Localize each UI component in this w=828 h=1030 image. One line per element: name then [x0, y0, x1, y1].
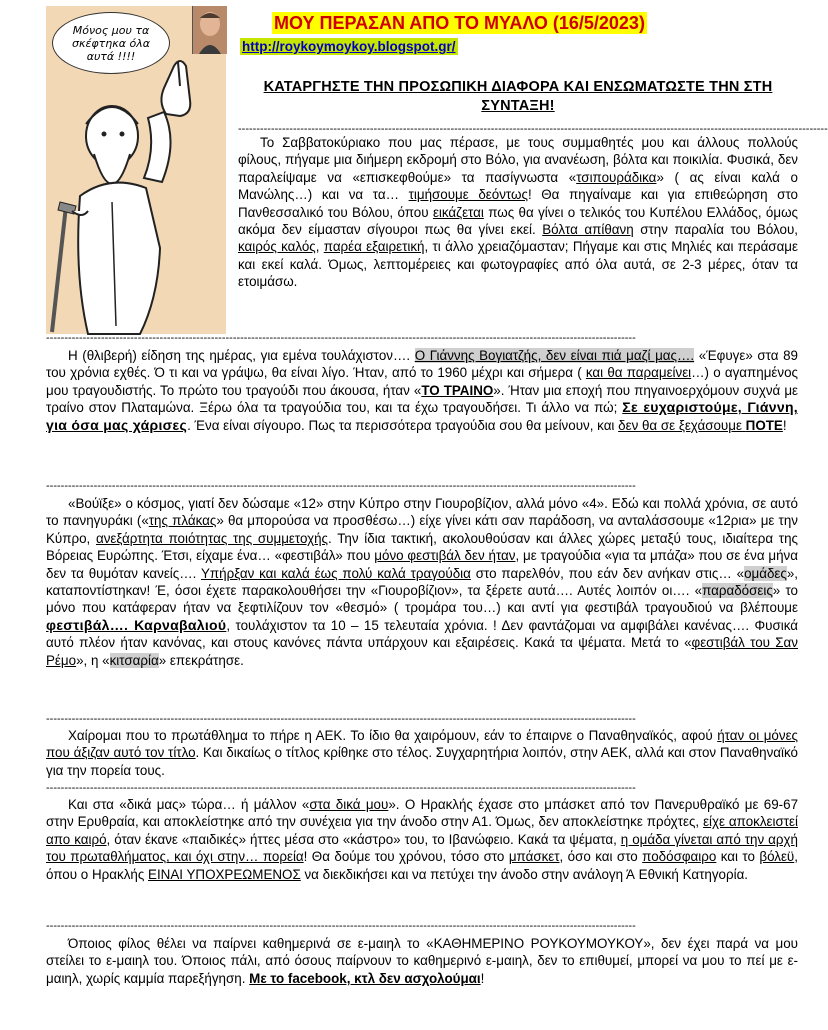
separator-line: -----------------------------------------------------------------------------------------------------------------------------------------------------------------	[46, 332, 636, 344]
paragraph-aek: Χαίρομαι που το πρωτάθλημα το πήρε η ΑΕΚ. Το ίδιο θα χαιρόμουν, εάν το έπαιρνε ο Παναθηναϊκός, αφού ήταν οι μόνες που άξιζαν αυτό τον τίτλο. Και δικαίως ο τίτλος κρίθηκε στο τέλος. Συγχαρητήρια λοιπόν, στην ΑΕΚ, αλλά και στον Παναθηναϊκό για την πορεία τους.	[46, 728, 798, 778]
speech-bubble: Μόνος μου τα σκέφτηκα όλα αυτά !!!!	[52, 12, 170, 74]
author-portrait-icon	[193, 6, 227, 54]
separator-line: -----------------------------------------------------------------------------------------------------------------------------------------------------------------	[238, 123, 828, 135]
paragraph-vogiatzis: Η (θλιβερή) είδηση της ημέρας, για εμένα τουλάχιστον…. Ο Γιάννης Βογιατζής, δεν είναι πιά μαζί μας…. «Έφυγε» στα 89 του χρόνια εχθές. Ό τι και να γράψω, θα είναι λίγο. Ήταν, από το 1960 μέχρι και σήμερα ( και θα παραμείνει…) ο αγαπημένος μου τραγουδιστής. Το πρώτο του τραγούδι που άκουσα, ήταν «ΤΟ ΤΡΑΙΝΟ». Ήταν μια εποχή που πηγαινοερχόμουν συχνά με τραίνο στον Πλαταμώνα. Ξέρω όλα τα τραγούδια του, και τα έχω τραγουδήσει. Τι άλλο να πώ; Σε ευχαριστούμε, Γιάννη, για όσα μας χάρισες. Ένα είναι σίγουρο. Πως τα περισσότερα τραγούδια σου θα μείνουν, και δεν θα σε ξεχάσουμε ΠΟΤΕ!	[46, 348, 799, 433]
separator-line: -----------------------------------------------------------------------------------------------------------------------------------------------------------------	[46, 782, 636, 794]
separator-line: -----------------------------------------------------------------------------------------------------------------------------------------------------------------	[46, 920, 636, 932]
paragraph-eurovision: «Βούϊξε» ο κόσμος, γιατί δεν δώσαμε «12» στην Κύπρο στην Γιουροβίζιον, αλλά μόνο «4». Εδώ και πολλά χρόνια, σε αυτό το πανηγυράκι («της πλάκας» θα μπορούσα να προσθέσω…) είχε γίνει κάτι σαν παράδοση, να ανταλάσσουμε «12ρια» με την Κύπρο, ανεξάρτητα ποιότητας της συμμετοχής. Την ίδια τακτική, ακολουθούσαν και άλλες χώρες μεταξύ τους, ιδιαίτερα της Βόρειας Ευρώπης. Έτσι, είχαμε ένα… «φεστιβάλ» που μόνο φεστιβάλ δεν ήταν, με τραγούδια «για τα μπάζα» που σε ένα μήνα δεν τα θυμόταν κανείς…. Υπήρξαν και καλά έως πολύ καλά τραγούδια στο παρελθόν, που εάν δεν ανήκαν στις… «ομάδες», καταποντίστηκαν! Έ, όσοι έχετε παρακολουθήσει την «Γιουροβίζιον», τα ξέρετε αυτά…. Αυτές λοιπόν οι…. «παραδόσεις» το μόνο που κατάφεραν ήταν να ξεφτιλίζουν τον «θεσμό» ( τρομάρα του…) και αντί για φεστιβάλ τραγουδιού να βλέπουμε φεστιβάλ…. Καρναβαλιού, τουλάχιστον τα 10 – 15 τελευταία χρόνια. ! Δεν φαντάζομαι να αμφιβάλει κανένας…. Φυσικά αυτό πλέον ήταν κανόνας, και στους κανόνες πάντα υπάρχουν και εξαιρέσεις. Κακά τα ψέματα. Μετά το «φεστιβάλ του Σαν Ρέμο», η «κιτσαρία» επεκράτησε.	[46, 496, 799, 668]
separator-line: -----------------------------------------------------------------------------------------------------------------------------------------------------------------	[46, 480, 636, 492]
separator-line: -----------------------------------------------------------------------------------------------------------------------------------------------------------------	[46, 713, 636, 725]
article-headline: ΚΑΤΑΡΓΗΣΤΕ ΤΗΝ ΠΡΟΣΩΠΙΚΗ ΔΙΑΦΟΡΑ ΚΑΙ ΕΝΣΩΜΑΤΩΣΤΕ ΤΗΝ ΣΤΗ ΣΥΝΤΑΞΗ!	[263, 79, 773, 114]
blog-link[interactable]: http://roykoymoykoy.blogspot.gr/	[242, 39, 456, 54]
paragraph-volos-trip: Το Σαββατοκύριακο που μας πέρασε, με τους συμμαθητές μου και άλλους πολλούς φίλους, πήγαμε μια διήμερη εκδρομή στο Βόλο, για ανανέωση, βόλτα και ποικιλία. Φυσικά, δεν παραλείψαμε να «επισκεφθούμε» τα πασίγνωστα «τσιπουράδικα» ( ας είναι καλά ο Μανώλης…) και να τα… τιμήσουμε δεόντως! Θα πηγαίναμε και για επιθεώρηση στο Πανθεσσαλικό του Βόλου, όπου εικάζεται πως θα γίνει ο τελικός του Κυπέλου Ελλάδος, όμως ακόμα δεν είμασταν σίγουροι πως θα γίνει εκεί. Βόλτα απίθανη στην παραλία του Βόλου, καιρός καλός, παρέα εξαιρετική, τι άλλο χρειαζόμασταν; Πήγαμε και στις Μηλιές και περάσαμε και εκεί καλά. Όμως, λεπτομέρειες και φωτογραφίες από όλα αυτά, σε 2-3 μέρες, όταν τα ετοιμάσω.	[238, 135, 798, 290]
author-photo	[192, 6, 227, 54]
paragraph-iraklis: Και στα «δικά μας» τώρα… ή μάλλον «στα δικά μου». Ο Ηρακλής έχασε στο μπάσκετ από τον Πανερυθραϊκό με 69-67 στην Ερυθραία, και αποκλείστηκε από την συνέχεια για την άνοδο στην Α1. Όμως, δεν αποκλείστηκε πρόχτες, είχε αποκλειστεί απο καιρό, όταν έκανε «παιδικές» ήττες μέσα στο «κάστρο» του, το Ιβανώφειο. Κακά τα ψέματα, η ομάδα γίνεται από την αρχή του πρωταθλήματος, και όχι στην… πορεία! Θα δούμε του χρόνου, τόσο στο μπάσκετ, όσο και στο ποδόσφαιρο και το βόλεϋ, όπου ο Ηρακλής ΕΙΝΑΙ ΥΠΟΧΡΕΩΜΕΝΟΣ να διεκδικήσει και να πετύχει την άνοδο στην ανάλογη Ά Εθνική Κατηγορία.	[46, 797, 799, 882]
page-title: ΜΟΥ ΠΕΡΑΣΑΝ ΑΠΟ ΤΟ ΜΥΑΛΟ (16/5/2023)	[274, 13, 645, 33]
cartoon-illustration	[46, 6, 226, 334]
paragraph-newsletter: Όποιος φίλος θέλει να παίρνει καθημερινά σε ε-μαιηλ το «ΚΑΘΗΜΕΡΙΝΟ ΡΟΥΚΟΥΜΟΥΚΟΥ», δεν έχει παρά να μου στείλει το ε-μαιηλ του. Όποιος πάλι, από όσους παίρνουν το καθημερινό ε-μαιηλ, δεν το επιθυμεί, μπορεί να μου το πεί με ε-μαιηλ, χωρίς καμμία παρεξήγηση. Με το facebook, κτλ δεν ασχολούμαι!	[46, 936, 798, 986]
